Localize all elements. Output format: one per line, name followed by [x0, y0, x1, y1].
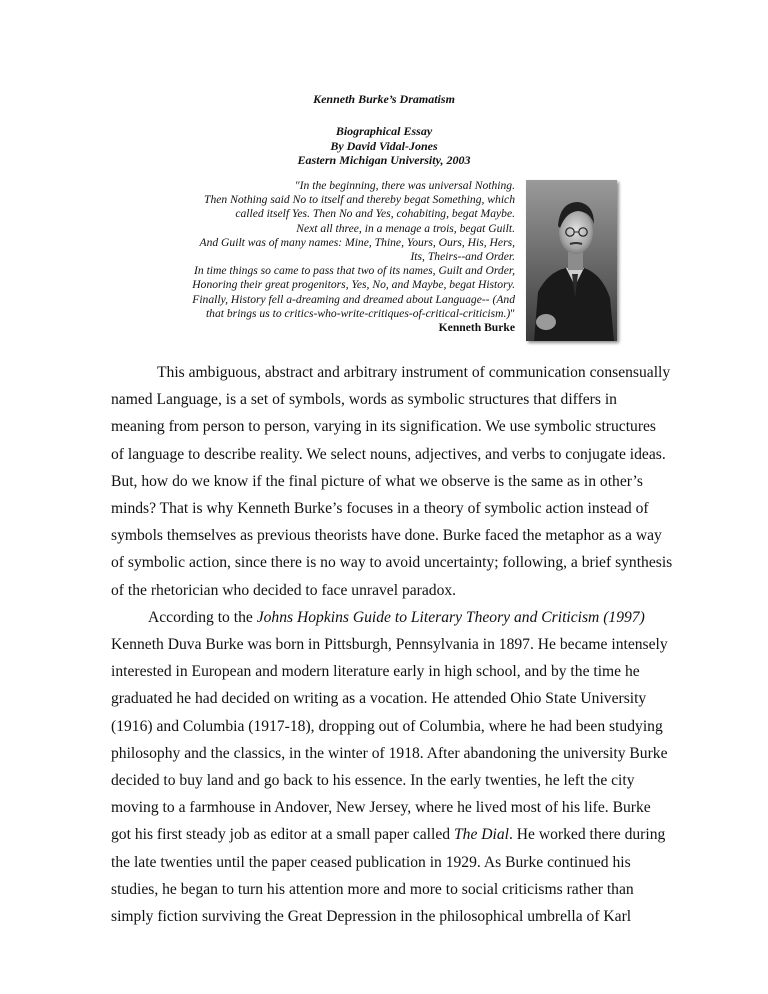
essay-author: By David Vidal-Jones [330, 138, 438, 153]
epigraph-attribution: Kenneth Burke [438, 321, 515, 335]
epigraph-line: "In the beginning, there was universal Nothing. [294, 179, 515, 192]
paragraph-line: But, how do we know if the final picture of what we observe is the same as in other’s [111, 472, 643, 490]
paragraph-line: moving to a farmhouse in Andover, New Jersey, where he lived most of his life. Burke [111, 799, 651, 817]
epigraph-line: And Guilt was of many names: Mine, Thine, Yours, Ours, His, Hers, [199, 235, 515, 249]
epigraph-line-text: that brings us to critics-who-write-critiques-of-critical-criticism.) [205, 306, 511, 320]
paragraph-line: graduated he had decided on writing as a vocation. He attended Ohio State University [111, 690, 647, 708]
epigraph-line [135, 307, 515, 321]
paragraph-line: Kenneth Duva Burke was born in Pittsburgh, Pennsylvania in 1897. He became intensely [111, 636, 668, 654]
paragraph-line: meaning from person to person, varying in its signification. We use symbolic structures [111, 418, 657, 436]
epigraph-quote [135, 179, 515, 335]
epigraph-line: Then Nothing said No to itself and thereby begat Something, which [204, 193, 515, 207]
paragraph-line: This ambiguous, abstract and arbitrary instrument of communication consensually [157, 364, 671, 381]
closing-quote: " [510, 306, 515, 320]
essay-affiliation: Eastern Michigan University, 2003 [297, 153, 471, 167]
paragraph-line: decided to buy land and go back to his essence. In the early twenties, he left the city [111, 772, 635, 790]
cited-paper-title: The Dial [453, 826, 509, 844]
paragraph-line: studies, he began to turn his attention more and more to social criticisms rather than [111, 880, 634, 898]
paragraph-line: (1916) and Columbia (1917-18), dropping out of Columbia, where he had been studying [111, 717, 663, 735]
portrait-photo [526, 180, 617, 341]
paragraph-line: of language to describe reality. We select nouns, adjectives, and verbs to conjugate ideas. [111, 445, 666, 463]
paragraph-line [111, 821, 671, 848]
epigraph-line: called itself Yes. Then No and Yes, cohabiting, begat Maybe. [235, 207, 515, 221]
epigraph-line: Its, Theirs--and Order. [410, 250, 515, 264]
epigraph-line: Finally, History fell a-dreaming and dreamed about Language-- (And [192, 292, 515, 306]
essay-type: Biographical Essay [335, 124, 433, 138]
essay-subheading [0, 124, 768, 168]
essay-body [111, 359, 671, 930]
document-title: Kenneth Burke’s Dramatism [313, 92, 455, 106]
paragraph-line-text: According to the [148, 608, 257, 626]
epigraph-line: In time things so came to pass that two of its names, Guilt and Order, [194, 264, 515, 278]
paragraph-line: named Language, is a set of symbols, words as symbolic structures that differs in [111, 391, 617, 409]
paragraph-line: simply fiction surviving the Great Depression in the philosophical umbrella of Karl [111, 908, 632, 926]
paragraph-line-text: got his first steady job as editor at a small paper called [111, 826, 454, 844]
paragraph-line: of symbolic action, since there is no way to avoid uncertainty; following, a brief synthesis [111, 554, 673, 572]
paragraph-line: minds? That is why Kenneth Burke’s focuses in a theory of symbolic action instead of [111, 500, 649, 518]
paragraph-line: philosophy and the classics, in the winter of 1918. After abandoning the university Burke [111, 744, 668, 762]
portrait-photo-icon [526, 180, 617, 341]
epigraph-line: Honoring their great progenitors, Yes, No, and Maybe, begat History. [192, 278, 515, 292]
cited-book-title: Johns Hopkins Guide to Literary Theory and Criticism (1997) [256, 608, 645, 626]
paragraph-line [111, 604, 671, 631]
paragraph-line: symbols themselves as previous theorists have done. Burke faced the metaphor as a way [111, 527, 662, 545]
paragraph-line: the late twenties until the paper ceased publication in 1929. As Burke continued his [111, 853, 631, 871]
paragraph-line-text: . He worked there during [508, 826, 666, 844]
paragraph-line: of the rhetorician who decided to face unravel paradox. [111, 581, 457, 599]
paragraph-line: interested in European and modern literature early in high school, and by the time he [111, 663, 640, 681]
epigraph-line: Next all three, in a menage a trois, begat Guilt. [296, 221, 515, 235]
